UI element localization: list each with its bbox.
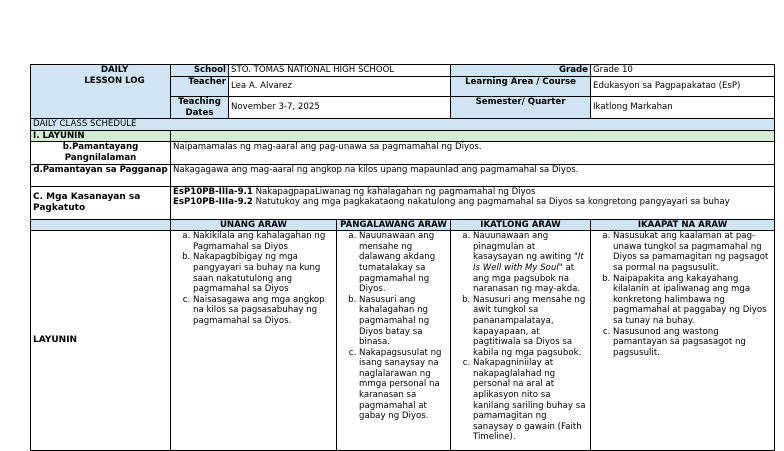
day-header-1: UNANG ARAW xyxy=(171,219,337,231)
semester-value: Ikatlong Markahan xyxy=(591,97,775,119)
day2-list xyxy=(339,231,448,422)
daily-class-schedule: DAILY CLASS SCHEDULE xyxy=(31,119,775,131)
dll-title-cell xyxy=(31,65,171,119)
list-item: a. Nauunawaan ang mensahe ng dalawang akdang tumatalakay sa pagmamahal ng Diyos. xyxy=(359,231,448,295)
list-item: a. Nakikilala ang kahalagahan ng Pagmamahal sa Diyos xyxy=(193,231,334,252)
day4-objectives xyxy=(591,231,775,451)
day3-objectives xyxy=(451,231,591,451)
day3-item1-post: at ang mga pagsubok na naranasan ng may-akda. xyxy=(473,262,581,295)
list-item: c. Nakapagniniilay at nakapaglalahad ng personal na aral at aplikasyon nito sa kanilang sariling buhay sa pamamagitan ng sanaysay o gawain (Faith Timeline). xyxy=(473,358,588,443)
kasanayan-value xyxy=(171,186,775,219)
day-header-4: IKAAPAT NA ARAW xyxy=(591,219,775,231)
dll-title-line1: DAILY xyxy=(100,65,129,75)
day-header-3: IKATLONG ARAW xyxy=(451,219,591,231)
pamantayan-sa-pagganap-value: Nakagagawa ang mag-aaral ng angkop na kilos upang mapaunlad ang pagmamahal sa Diyos. xyxy=(171,164,775,186)
day3-item1-pre: Nauunawaan ang pinagmulan at kasaysayan ng awiting xyxy=(473,231,574,263)
list-item: c. Naisasagawa ang mga angkop na kilos sa pagsasabuhay ng pagmamahal sa Diyos. xyxy=(193,295,334,327)
teaching-dates-value: November 3-7, 2025 xyxy=(229,97,451,119)
list-item: b. Naipapakita ang kakayahang kilalanin at ipaliwanag ang mga konkretong halimbawa ng pagmamahal at paggabay ng Diyos sa tunay na buhay. xyxy=(613,274,772,327)
day1-objectives xyxy=(171,231,337,451)
learning-area-label: Learning Area / Course xyxy=(451,77,591,97)
dll-title-line2: LESSON LOG xyxy=(84,75,145,86)
day1-list xyxy=(173,231,334,326)
teaching-dates-label: Teaching Dates xyxy=(171,97,229,119)
kasanayan-label: C. Mga Kasanayan sa Pagkatuto xyxy=(31,186,171,219)
list-item: c. Nasusunod ang wastong pamantayan sa pagsasagot ng pagsusulit. xyxy=(613,327,772,359)
list-item: a. Nasusukat ang kaalaman at pag-unawa tungkol sa pagmamahal ng Diyos sa pamamagitan ng pagsagot sa pormal na pagsusulit. xyxy=(613,231,772,273)
layunin-heading-fill xyxy=(171,130,775,142)
list-item xyxy=(473,231,588,295)
list-item: c. Nakapagsusulat ng isang sanaysay na naglalarawan ng mmga personal na karanasan sa pagmamahal at gabay ng Diyos. xyxy=(359,348,448,422)
school-label: School xyxy=(171,65,229,77)
school-value: STO. TOMAS NATIONAL HIGH SCHOOL xyxy=(229,65,451,77)
song-title: "It Is Well with My Soul" xyxy=(473,252,584,273)
semester-label: Semester/ Quarter xyxy=(451,97,591,119)
learning-area-value: Edukasyon sa Pagpapakatao (EsP) xyxy=(591,77,775,97)
day4-list xyxy=(593,231,772,358)
kasanayan-text-1: NakapagpapaLiwanag ng kahalagahan ng pagmamahal ng Diyos xyxy=(252,186,536,197)
kasanayan-code-1: EsP10PB-IIIa-9.1 xyxy=(173,186,253,197)
pamantayang-pangnilalaman-value: Naipamamalas ng mag-aaral ang pag-unawa sa pagmamahal ng Diyos. xyxy=(171,142,775,164)
day2-objectives xyxy=(337,231,451,451)
kasanayan-text-2: Natutukoy ang mga pagkakataong nakatulong ang pagmamahal sa Diyos sa kongretong pangyayari sa buhay xyxy=(252,197,730,208)
layunin-row-label: LAYUNIN xyxy=(31,231,171,451)
list-item: b. Nasusuri ang kahalagahan ng pagmamahal ng Diyos batay sa binasa. xyxy=(359,295,448,348)
teacher-value: Lea A. Alvarez xyxy=(229,77,451,97)
pamantayang-pangnilalaman-label: b.Pamantayang Pangnilalaman xyxy=(31,142,171,164)
pamantayan-sa-pagganap-label: d.Pamantayan sa Pagganap xyxy=(31,164,171,186)
list-item: b. Nasusuri ang mensahe ng awit tungkol sa pananampalataya, kapayapaan, at pagtitiwala sa Diyos sa kabila ng mga pagsubok. xyxy=(473,295,588,359)
list-item: b. Nakapagbibigay ng mga pangyayari sa buhay na kung saan nakatutulong ang pagmamahal sa Diyos xyxy=(193,252,334,294)
lesson-log-table xyxy=(30,64,775,451)
daily-lesson-log xyxy=(30,64,774,451)
teacher-label: Teacher xyxy=(171,77,229,97)
day-header-blank xyxy=(31,219,171,231)
grade-label: Grade xyxy=(451,65,591,77)
kasanayan-code-2: EsP10PB-IIIa-9.2 xyxy=(173,197,253,208)
day-header-2: PANGALAWANG ARAW xyxy=(337,219,451,231)
grade-value: Grade 10 xyxy=(591,65,775,77)
day3-list xyxy=(453,231,588,443)
layunin-heading: I. LAYUNIN xyxy=(31,130,171,142)
